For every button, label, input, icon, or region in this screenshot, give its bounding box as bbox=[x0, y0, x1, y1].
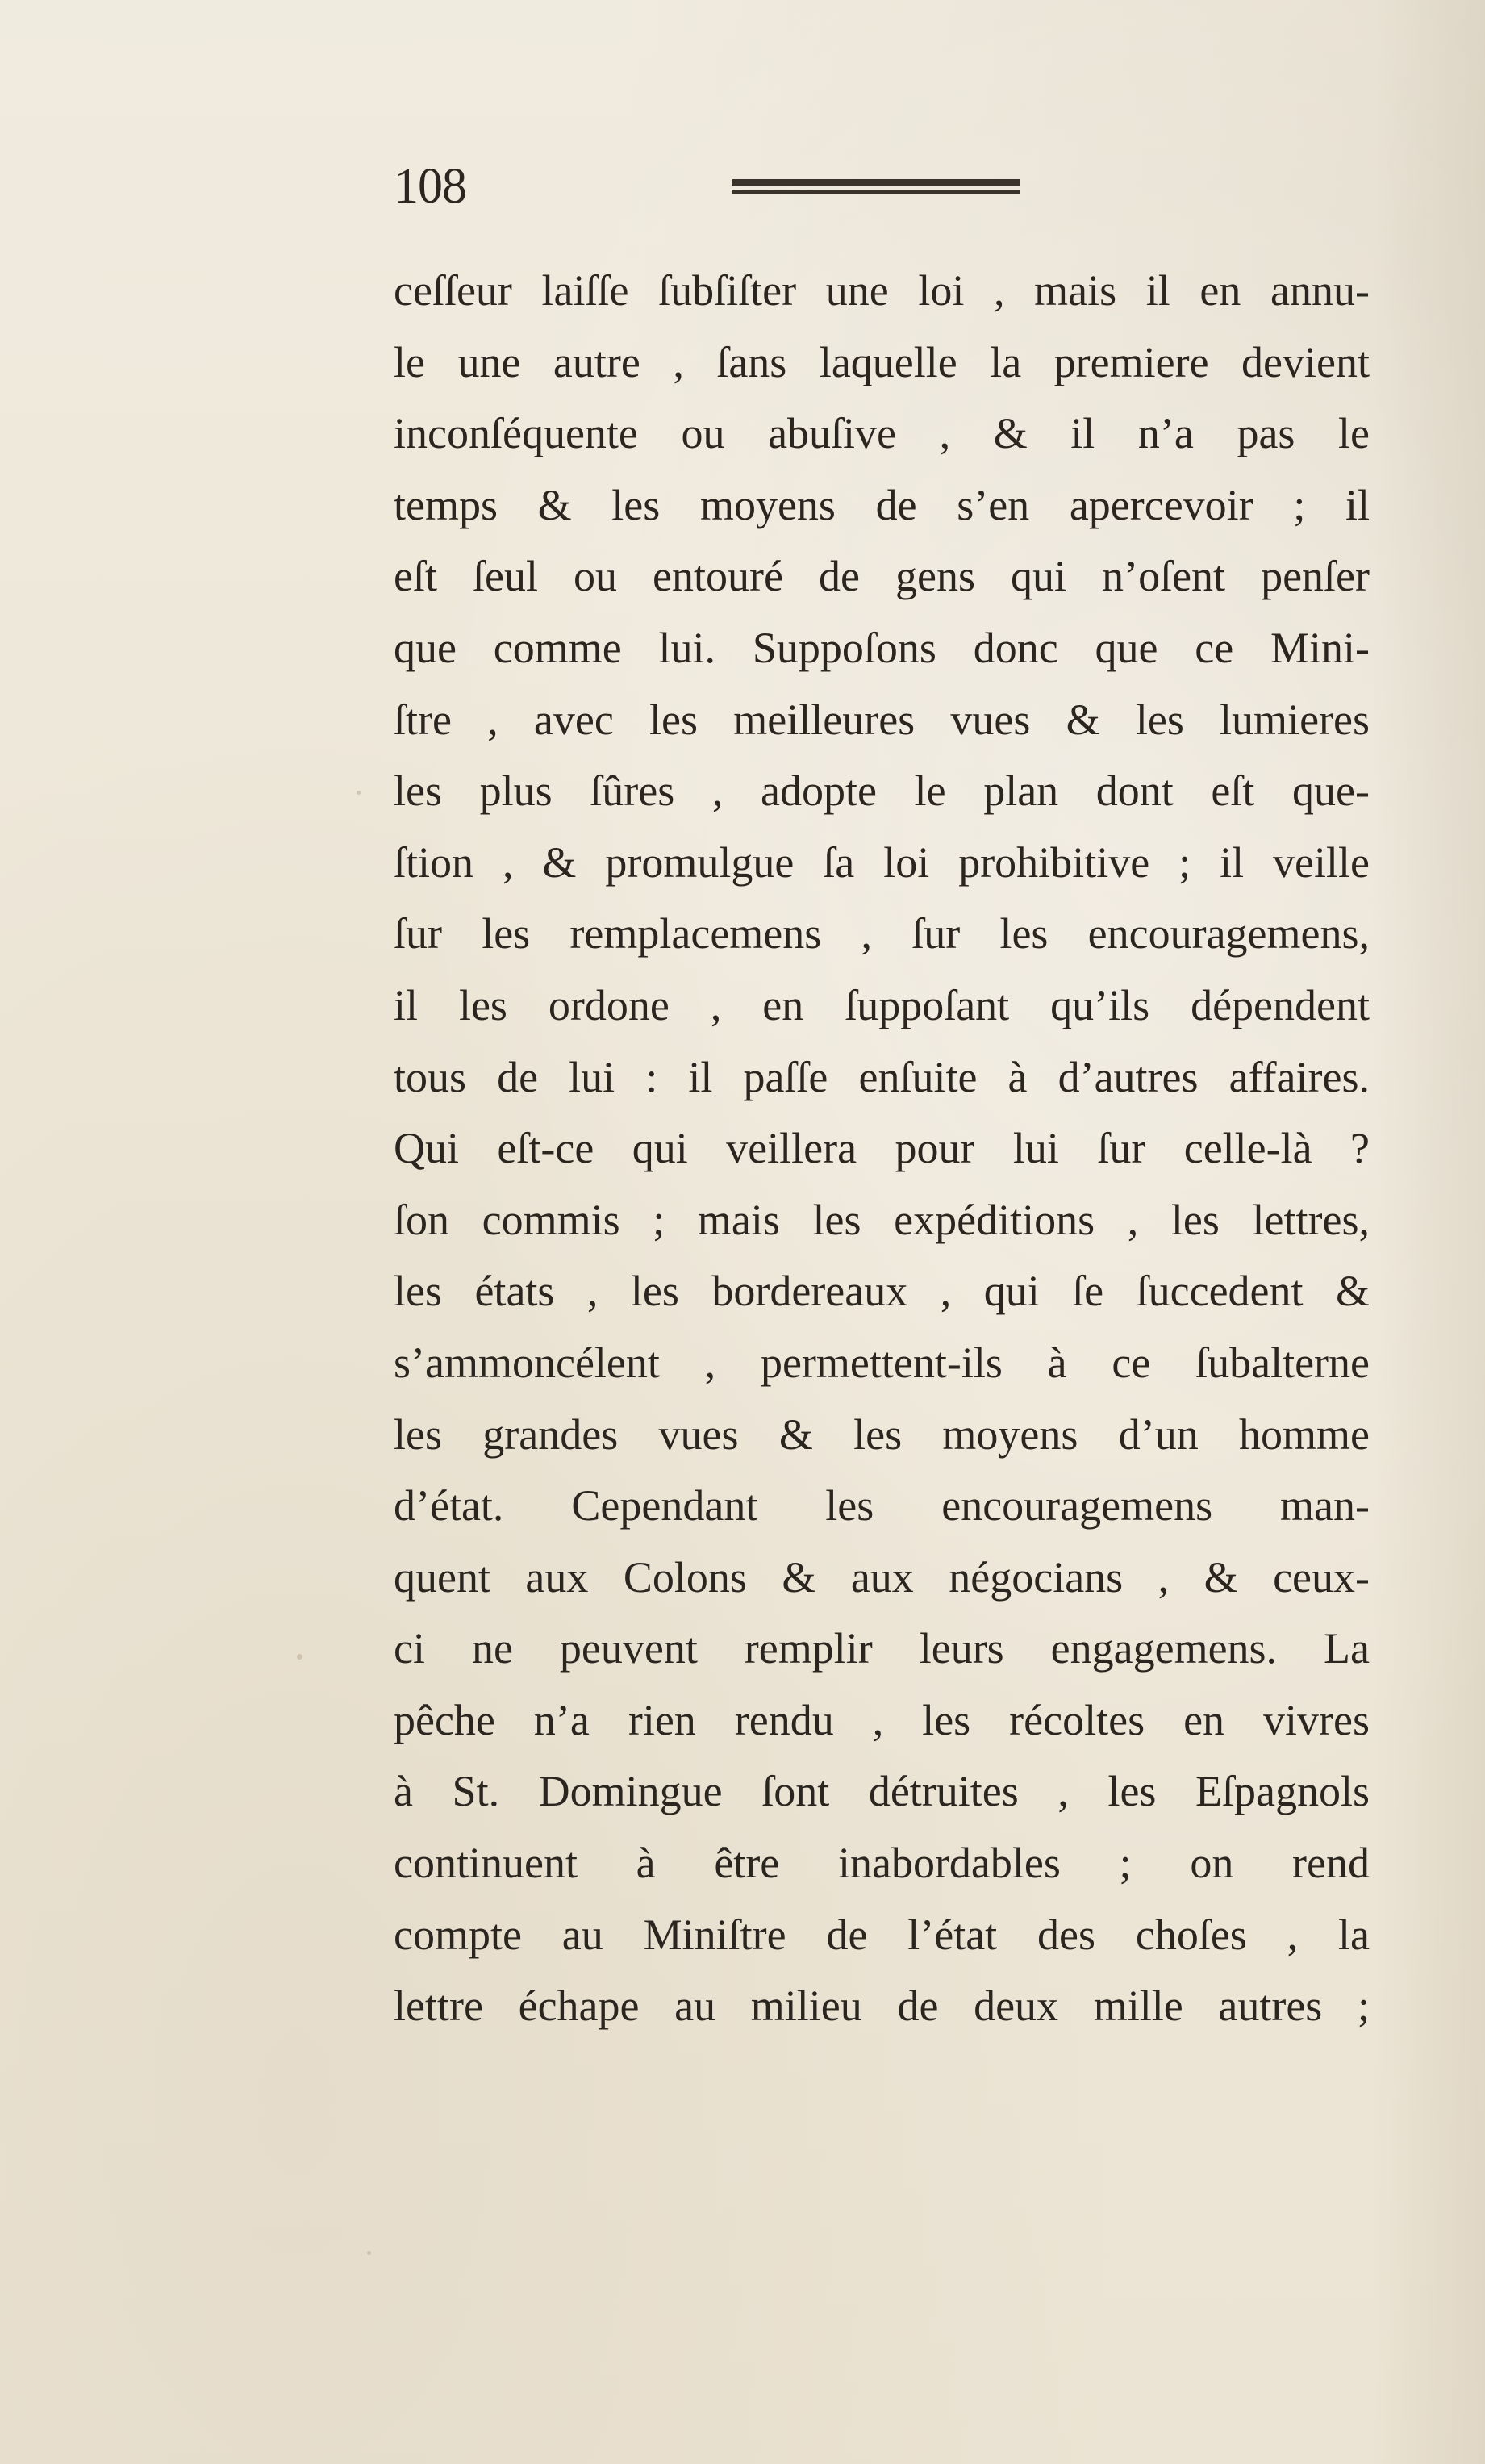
text-line: eſt ſeul ou entouré de gens qui n’oſent penſer bbox=[394, 552, 1370, 601]
text-line: compte au Miniſtre de l’état des choſes , la bbox=[394, 1910, 1370, 1959]
text-line: Qui eſt-ce qui veillera pour lui ſur celle-là ? bbox=[394, 1124, 1370, 1173]
text-line: s’ammoncélent , permettent-ils à ce ſubalterne bbox=[394, 1338, 1370, 1387]
header-rule-thin bbox=[732, 190, 1020, 194]
paper-speck bbox=[297, 1654, 302, 1660]
page-number: 108 bbox=[394, 159, 466, 214]
header-rule-thick bbox=[732, 179, 1020, 186]
text-line: quent aux Colons & aux négocians , & ceux- bbox=[394, 1552, 1370, 1602]
text-line: ceſſeur laiſſe ſubſiſter une loi , mais il en annu- bbox=[394, 266, 1370, 315]
text-line: d’état. Cependant les encouragemens man- bbox=[394, 1481, 1370, 1531]
text-line: continuent à être inabordables ; on rend bbox=[394, 1839, 1370, 1888]
text-line: ſtre , avec les meilleures vues & les lumieres bbox=[394, 695, 1370, 744]
text-line: ſtion , & promulgue ſa loi prohibitive ; il veille bbox=[394, 837, 1370, 887]
text-line: ſon commis ; mais les expéditions , les lettres, bbox=[394, 1195, 1370, 1244]
text-line: que comme lui. Suppoſons donc que ce Mini- bbox=[394, 623, 1370, 672]
text-line: le une autre , ſans laquelle la premiere devient bbox=[394, 337, 1370, 386]
header-rule bbox=[732, 179, 1020, 194]
text-line: inconſéquente ou abuſive , & il n’a pas le bbox=[394, 409, 1370, 458]
text-line: ſur les remplacemens , ſur les encouragemens, bbox=[394, 909, 1370, 958]
text-line: pêche n’a rien rendu , les récoltes en vivres bbox=[394, 1695, 1370, 1744]
body-text bbox=[394, 255, 1370, 2042]
paper-speck bbox=[357, 791, 361, 795]
text-line: il les ordone , en ſuppoſant qu’ils dépendent bbox=[394, 980, 1370, 1029]
text-line: ci ne peuvent remplir leurs engagemens. La bbox=[394, 1624, 1370, 1673]
paper-speck bbox=[367, 2251, 371, 2255]
text-line: lettre échape au milieu de deux mille autres ; bbox=[394, 1982, 1370, 2031]
text-line: à St. Domingue ſont détruites , les Eſpagnols bbox=[394, 1767, 1370, 1816]
text-line: temps & les moyens de s’en apercevoir ; il bbox=[394, 480, 1370, 529]
page-gutter-shading bbox=[1372, 0, 1485, 2464]
text-line: les plus ſûres , adopte le plan dont eſt que- bbox=[394, 766, 1370, 816]
text-line: les états , les bordereaux , qui ſe ſuccedent & bbox=[394, 1267, 1370, 1316]
text-line: les grandes vues & les moyens d’un homme bbox=[394, 1409, 1370, 1459]
text-line: tous de lui : il paſſe enſuite à d’autres affaires. bbox=[394, 1052, 1370, 1101]
